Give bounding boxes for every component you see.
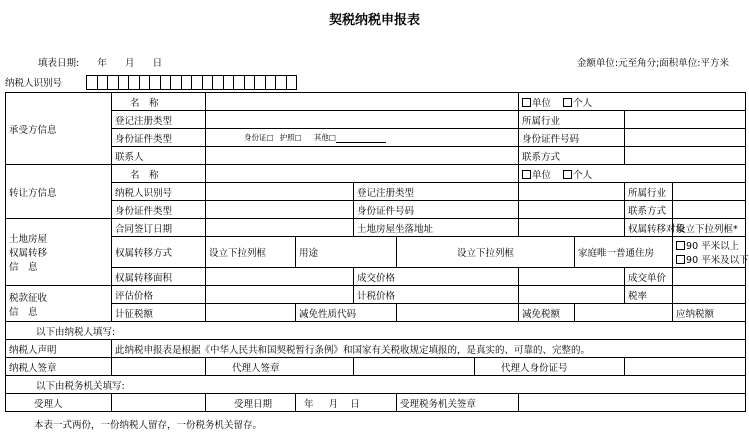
assignee-industry-field[interactable] [625, 111, 746, 129]
transferor-contact-method-label: 联系方式 [625, 201, 673, 219]
reduction-code-field[interactable] [397, 304, 519, 322]
transferor-reg-type-field[interactable] [519, 183, 625, 201]
assignee-id-type-options[interactable]: 身份证□ 护照□ 其他□ [206, 129, 519, 147]
assignee-id-type-label: 身份证件类型 [112, 129, 206, 147]
transferor-id-type-label: 身份证件类型 [112, 201, 206, 219]
usage-label: 用途 [296, 237, 397, 268]
transfer-method-label: 权属转移方式 [112, 237, 206, 268]
assignee-type-options[interactable]: 单位 个人 [519, 93, 746, 111]
taxpayer-sign-field[interactable] [112, 358, 206, 376]
transferor-taxpayer-id-label: 纳税人识别号 [112, 183, 206, 201]
assignee-contact-method-label: 联系方式 [519, 147, 625, 165]
unit-price-field[interactable] [673, 268, 746, 286]
tax-section: 税款征收 信 息 [6, 286, 112, 322]
transferor-name-field[interactable] [206, 165, 519, 183]
person-checkbox[interactable] [563, 98, 572, 107]
tax-base-field[interactable] [519, 286, 625, 304]
fill-date-day: 日 [152, 58, 163, 69]
transferor-taxpayer-id-field[interactable] [206, 183, 354, 201]
form-title: 契税纳税申报表 [328, 13, 420, 28]
transfer-method-dropdown[interactable]: 设立下拉列框 [206, 237, 296, 268]
transferor-reg-type-label: 登记注册类型 [354, 183, 519, 201]
agent-sign-field[interactable] [354, 358, 475, 376]
area-label: 权属转移面积 [112, 268, 206, 286]
transferor-id-type-field[interactable] [206, 201, 354, 219]
reduction-amount-field[interactable] [575, 304, 673, 322]
declaration-text: 此纳税申报表是根据《中华人民共和国契税暂行条例》和国家有关税收规定填报的，是真实的、可靠的、完整的。 [112, 340, 746, 358]
agent-sign-label: 代理人签章 [206, 358, 354, 376]
reduction-code-label: 减免性质代码 [296, 304, 397, 322]
declaration-label: 纳税人声明 [6, 340, 112, 358]
location-label: 土地房屋坐落地址 [354, 219, 519, 237]
transferor-industry-field[interactable] [673, 183, 746, 201]
unit-checkbox[interactable] [522, 98, 531, 107]
transferor-id-number-label: 身份证件号码 [354, 201, 519, 219]
taxpayer-id-boxes[interactable] [86, 75, 297, 89]
contract-date-field[interactable] [206, 219, 354, 237]
units-note: 金额单位:元至角分;面积单位:平方米 [576, 58, 729, 69]
transfer-object-label: 权属转移对象 [625, 219, 673, 237]
assignee-reg-type-label: 登记注册类型 [112, 111, 206, 129]
fill-date-month: 月 [124, 58, 135, 69]
assignee-contact-method-field[interactable] [625, 147, 746, 165]
assignee-id-number-field[interactable] [625, 129, 746, 147]
under90-checkbox[interactable] [676, 255, 685, 264]
only-house-options[interactable]: 90 平米以上 90 平米及以下 [673, 237, 746, 268]
area-field[interactable] [206, 268, 354, 286]
rate-field[interactable] [673, 286, 746, 304]
person-checkbox[interactable] [563, 170, 572, 179]
tax-base-label: 计税价格 [354, 286, 519, 304]
declaration-table [5, 92, 749, 412]
office-fill-heading: 以下由税务机关填写: [6, 376, 746, 394]
taxpayer-fill-heading: 以下由纳税人填写: [6, 322, 746, 340]
assignee-name-label: 名 称 [112, 93, 206, 111]
office-sign-field[interactable] [519, 394, 746, 412]
fill-date [38, 55, 162, 69]
transferor-industry-label: 所属行业 [625, 183, 673, 201]
assignee-section: 承受方信息 [6, 93, 112, 165]
fill-date-label: 填表日期: [38, 58, 80, 69]
unit-price-label: 成交单价 [625, 268, 673, 286]
contract-date-label: 合同签订日期 [112, 219, 206, 237]
transferor-section: 转让方信息 [6, 165, 112, 219]
agent-id-label: 代理人身份证号 [475, 358, 625, 376]
transferor-id-number-field[interactable] [519, 201, 625, 219]
only-house-label: 家庭唯一普通住房 [575, 237, 673, 268]
assignee-reg-type-field[interactable] [206, 111, 519, 129]
transferor-name-label: 名 称 [112, 165, 206, 183]
assessed-price-label: 评估价格 [112, 286, 206, 304]
receive-date-label: 受理日期 [206, 394, 296, 412]
unit-checkbox[interactable] [522, 170, 531, 179]
assignee-name-field[interactable] [206, 93, 519, 111]
assignee-id-number-label: 身份证件号码 [519, 129, 625, 147]
over90-checkbox[interactable] [676, 241, 685, 250]
tax-amount-label: 计征税额 [112, 304, 206, 322]
assignee-industry-label: 所属行业 [519, 111, 625, 129]
usage-dropdown[interactable]: 设立下拉列框 [397, 237, 575, 268]
footer-note: 本表一式两份，一份纳税人留存，一份税务机关留存。 [34, 420, 263, 431]
taxpayer-sign-label: 纳税人签章 [6, 358, 112, 376]
assessed-price-field[interactable] [206, 286, 354, 304]
receiver-field[interactable] [112, 394, 206, 412]
price-label: 成交价格 [354, 268, 519, 286]
rate-label: 税率 [625, 286, 673, 304]
reduction-amount-label: 减免税额 [519, 304, 575, 322]
tax-amount-field[interactable] [206, 304, 296, 322]
receiver-label: 受理人 [6, 394, 112, 412]
payable-label: 应纳税额 [673, 304, 746, 322]
office-sign-label: 受理税务机关签章 [397, 394, 519, 412]
transfer-object-dropdown[interactable]: 设立下拉列框* [673, 219, 746, 237]
agent-id-field[interactable] [625, 358, 746, 376]
fill-date-year: 年 [97, 58, 107, 69]
price-field[interactable] [519, 268, 625, 286]
taxpayer-id-label: 纳税人识别号 [5, 78, 63, 89]
location-field[interactable] [519, 219, 625, 237]
receive-date-field[interactable]: 年 月 日 [296, 394, 397, 412]
property-section: 土地房屋 权属转移 信 息 [6, 219, 112, 286]
transferor-type-options[interactable]: 单位 个人 [519, 165, 746, 183]
assignee-contact-label: 联系人 [112, 147, 206, 165]
transferor-contact-method-field[interactable] [673, 201, 746, 219]
assignee-contact-field[interactable] [206, 147, 519, 165]
